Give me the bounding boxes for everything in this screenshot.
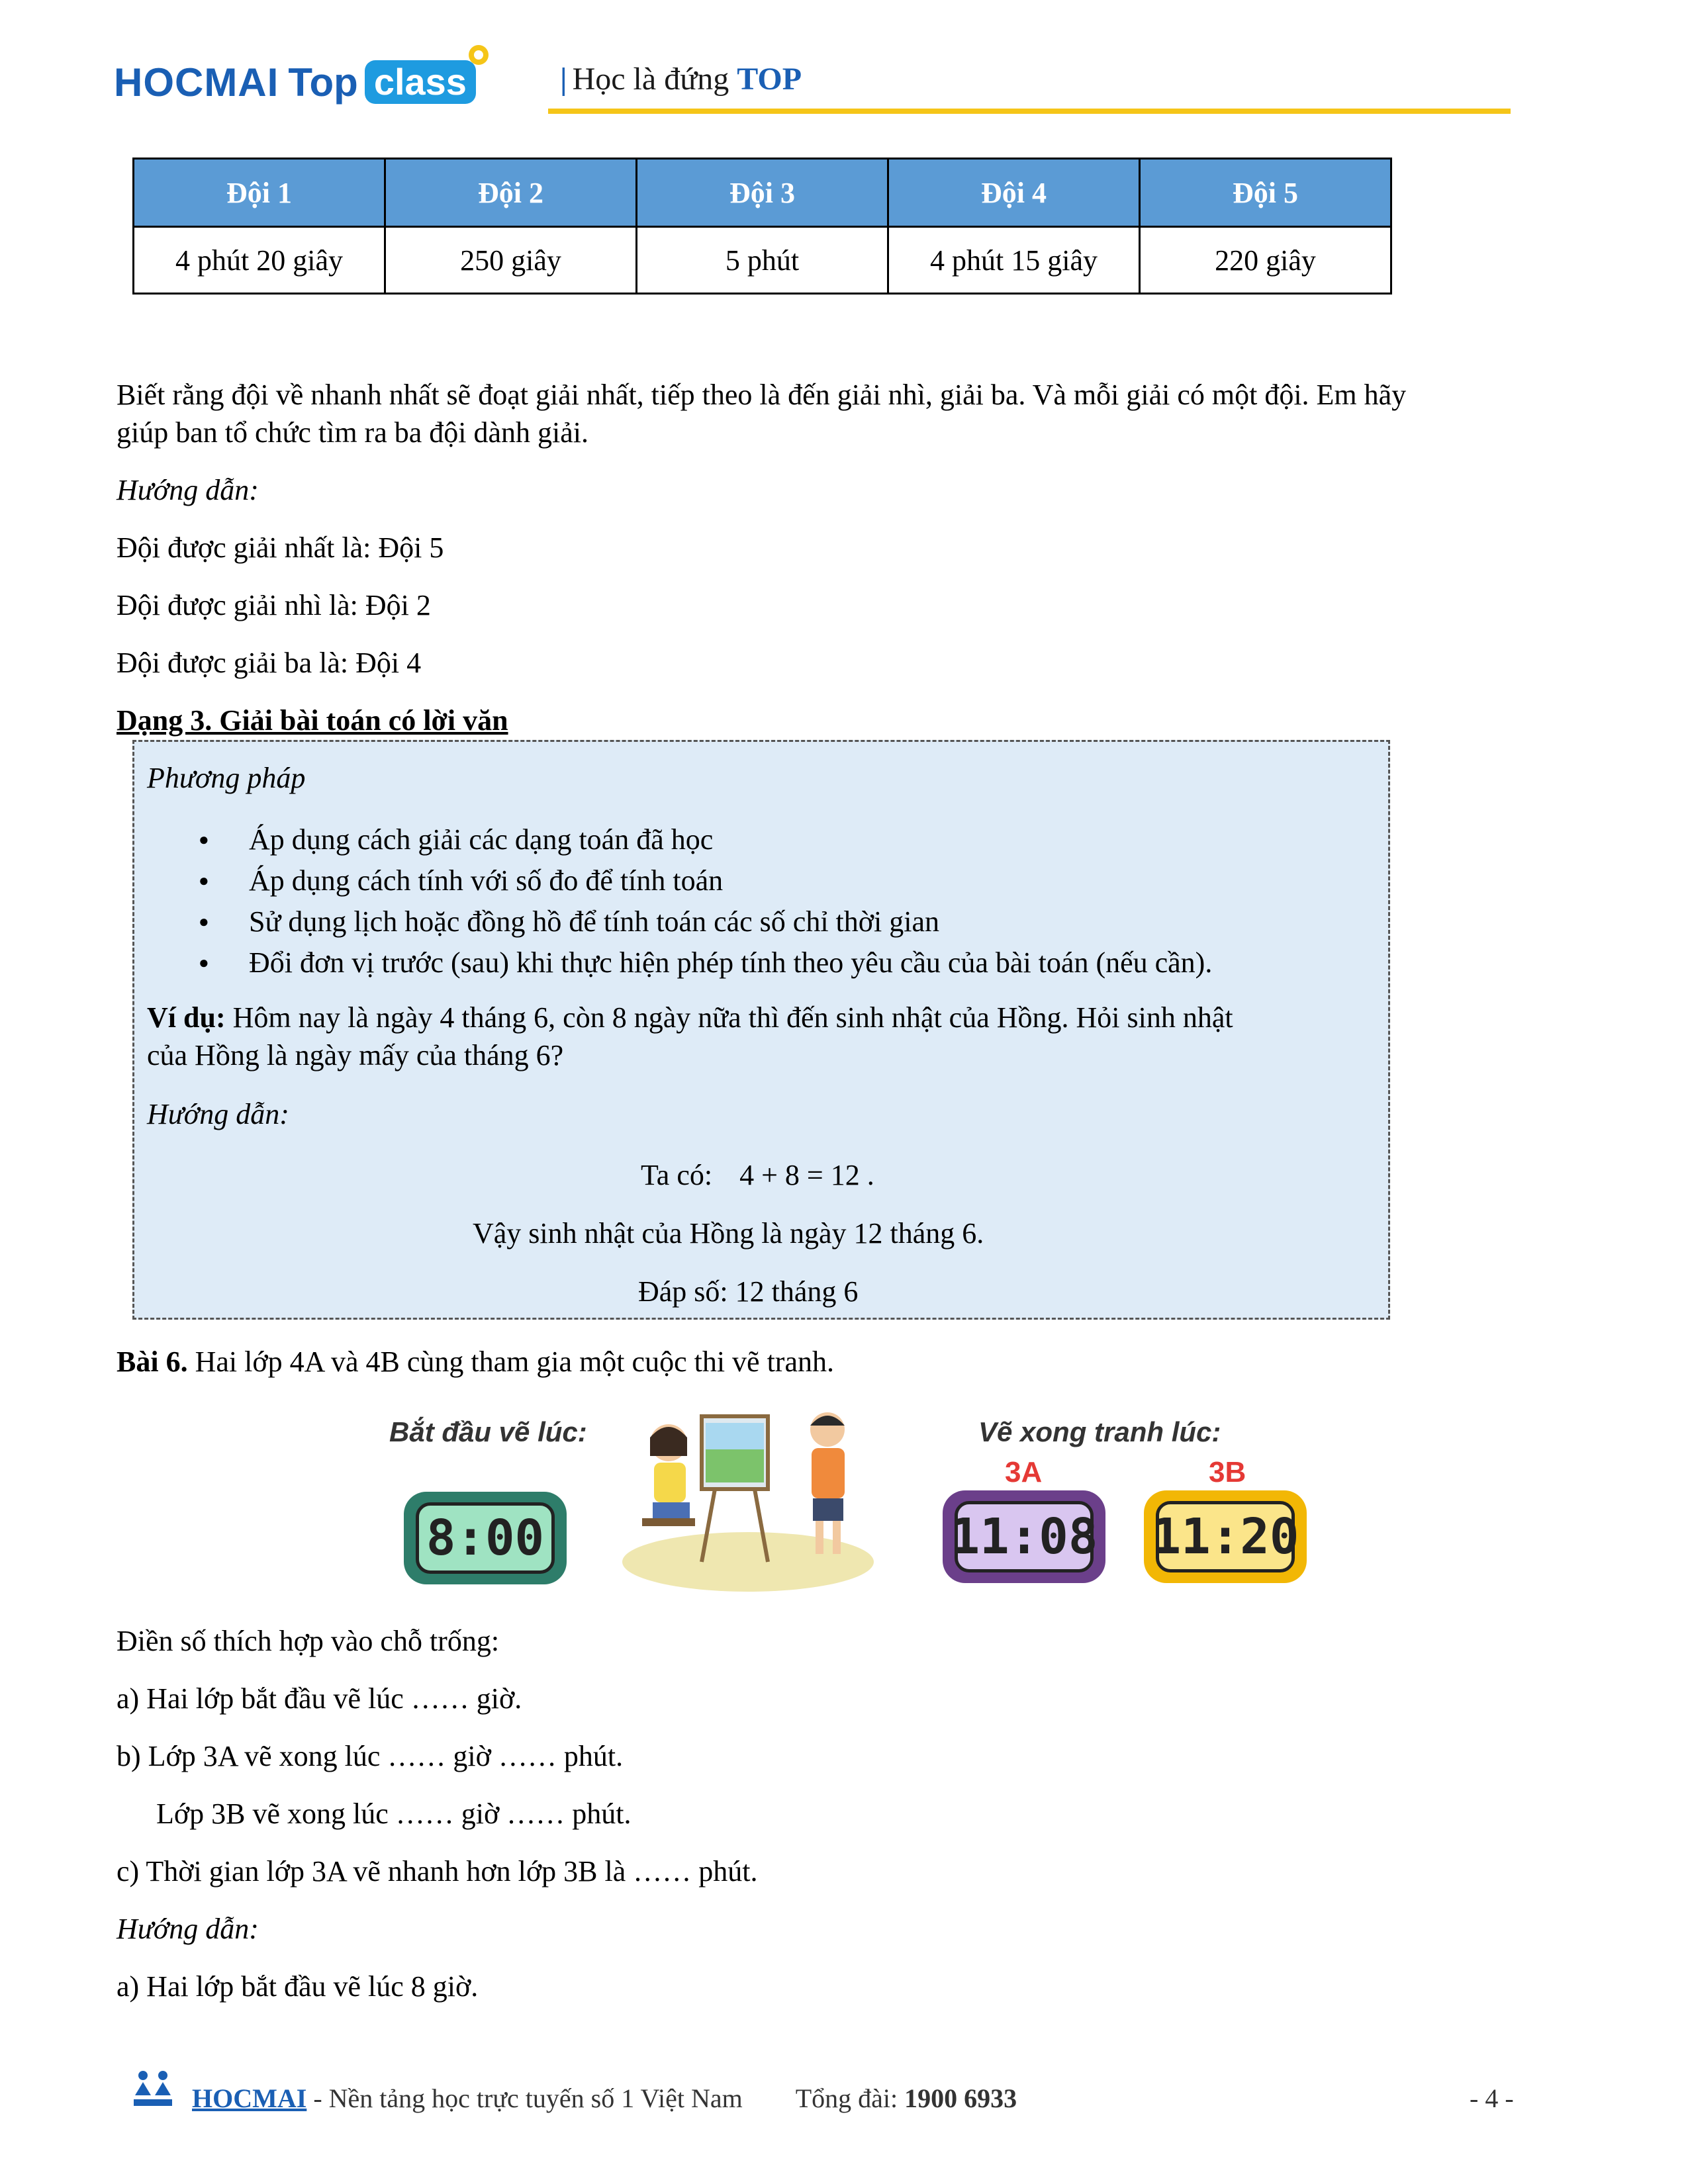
start-clock-face: 8:00	[416, 1502, 555, 1574]
answer-line-3: Đội được giải ba là: Đội 4	[117, 647, 422, 679]
table-row	[134, 227, 1391, 294]
table-cell: 220 giây	[1140, 227, 1391, 294]
table-cell: 4 phút 15 giây	[888, 227, 1140, 294]
method-title: Phương pháp	[147, 762, 306, 794]
problem-line-1: Biết rằng đội về nhanh nhất sẽ đoạt giải nhất, tiếp theo là đến giải nhì, giải ba. Và mỗi giải có một đội. Em hãy	[117, 379, 1407, 411]
logo-brand: HOCMAI	[114, 60, 279, 105]
example-label: Ví dụ:	[147, 1001, 226, 1034]
class-b-clock-face: 11:20	[1156, 1501, 1295, 1572]
tagline-top: TOP	[737, 62, 802, 97]
method-answer: Đáp số: 12 tháng 6	[638, 1275, 859, 1308]
class-b-clock	[1144, 1490, 1307, 1583]
table-header-row	[134, 159, 1391, 227]
table-header-cell: Đội 1	[134, 159, 385, 227]
problem-line-2: giúp ban tổ chức tìm ra ba đội dành giải.	[117, 416, 589, 449]
children-drawing-illustration	[616, 1396, 880, 1595]
list-item: ● Áp dụng cách tính với số đo để tính toán	[199, 860, 1212, 901]
class-a-tag: 3A	[1005, 1456, 1043, 1488]
table-cell: 5 phút	[637, 227, 888, 294]
tagline-divider: |	[560, 62, 567, 97]
table-header-cell: Đội 4	[888, 159, 1140, 227]
conclusion-line: Vậy sinh nhật của Hồng là ngày 12 tháng 6.	[473, 1217, 984, 1250]
bai6-heading	[117, 1343, 834, 1381]
footer-slogan: - Nền tảng học trực tuyến số 1 Việt Nam	[313, 2083, 743, 2113]
footer	[192, 2082, 1017, 2115]
start-clock	[404, 1492, 567, 1584]
footer-hotline-label: Tổng đài:	[795, 2083, 898, 2113]
class-a-clock	[943, 1490, 1105, 1583]
bai6-text: Hai lớp 4A và 4B cùng tham gia một cuộc thi vẽ tranh.	[195, 1345, 834, 1378]
question-b-2: Lớp 3B vẽ xong lúc …… giờ …… phút.	[156, 1797, 632, 1830]
header-underline	[548, 109, 1511, 114]
question-c: c) Thời gian lớp 3A vẽ nhanh hơn lớp 3B là …… phút.	[117, 1855, 758, 1888]
list-item: ● Đổi đơn vị trước (sau) khi thực hiện phép tính theo yêu cầu của bài toán (nếu cần).	[199, 942, 1212, 983]
tagline	[560, 60, 802, 99]
calc-expression: 4 + 8 = 12 .	[739, 1159, 874, 1191]
bai6-label: Bài 6.	[117, 1345, 188, 1378]
method-guide-label: Hướng dẫn:	[147, 1098, 289, 1130]
calc-prefix: Ta có:	[641, 1159, 713, 1191]
table-cell: 250 giây	[385, 227, 637, 294]
logo	[114, 56, 476, 109]
calc-line	[641, 1157, 874, 1194]
end-label: Vẽ xong tranh lúc:	[978, 1416, 1221, 1447]
page-number: - 4 -	[1470, 2083, 1514, 2113]
logo-class-badge	[365, 60, 476, 104]
list-item: ● Áp dụng cách giải các dạng toán đã học	[199, 819, 1212, 860]
answer-line-2: Đội được giải nhì là: Đội 2	[117, 589, 431, 621]
answer-line-1: Đội được giải nhất là: Đội 5	[117, 531, 444, 564]
flower-icon	[467, 43, 491, 67]
teams-table	[132, 158, 1392, 295]
guide-label: Hướng dẫn:	[117, 474, 259, 506]
section-title: Dạng 3. Giải bài toán có lời văn	[117, 704, 508, 737]
list-item: ● Sử dụng lịch hoặc đồng hồ để tính toán các số chỉ thời gian	[199, 901, 1212, 942]
table-header-cell: Đội 5	[1140, 159, 1391, 227]
bai6-answer-a: a) Hai lớp bắt đầu vẽ lúc 8 giờ.	[117, 1970, 479, 2003]
example-text-1: Hôm nay là ngày 4 tháng 6, còn 8 ngày nữa thì đến sinh nhật của Hồng. Hỏi sinh nhật	[232, 1001, 1233, 1034]
footer-brand-link[interactable]: HOCMAI	[192, 2083, 307, 2113]
question-b-1: b) Lớp 3A vẽ xong lúc …… giờ …… phút.	[117, 1740, 624, 1772]
example-line-2: của Hồng là ngày mấy của tháng 6?	[147, 1039, 564, 1071]
bai6-guide-label: Hướng dẫn:	[117, 1913, 259, 1945]
example-line-1	[147, 999, 1233, 1036]
table-header-cell: Đội 3	[637, 159, 888, 227]
class-a-clock-face: 11:08	[955, 1501, 1094, 1572]
hocmai-footer-logo-icon	[130, 2069, 176, 2111]
class-b-tag: 3B	[1209, 1456, 1246, 1488]
method-bullet-list	[199, 819, 1212, 983]
footer-hotline: 1900 6933	[904, 2083, 1017, 2113]
logo-top: Top	[288, 60, 358, 105]
logo-class-text: class	[373, 61, 467, 103]
tagline-prefix: Học là đứng	[572, 62, 729, 97]
table-cell: 4 phút 20 giây	[134, 227, 385, 294]
table-header-cell: Đội 2	[385, 159, 637, 227]
question-a: a) Hai lớp bắt đầu vẽ lúc …… giờ.	[117, 1682, 522, 1715]
start-label: Bắt đầu vẽ lúc:	[389, 1416, 587, 1447]
fill-prompt: Điền số thích hợp vào chỗ trống:	[117, 1625, 500, 1657]
